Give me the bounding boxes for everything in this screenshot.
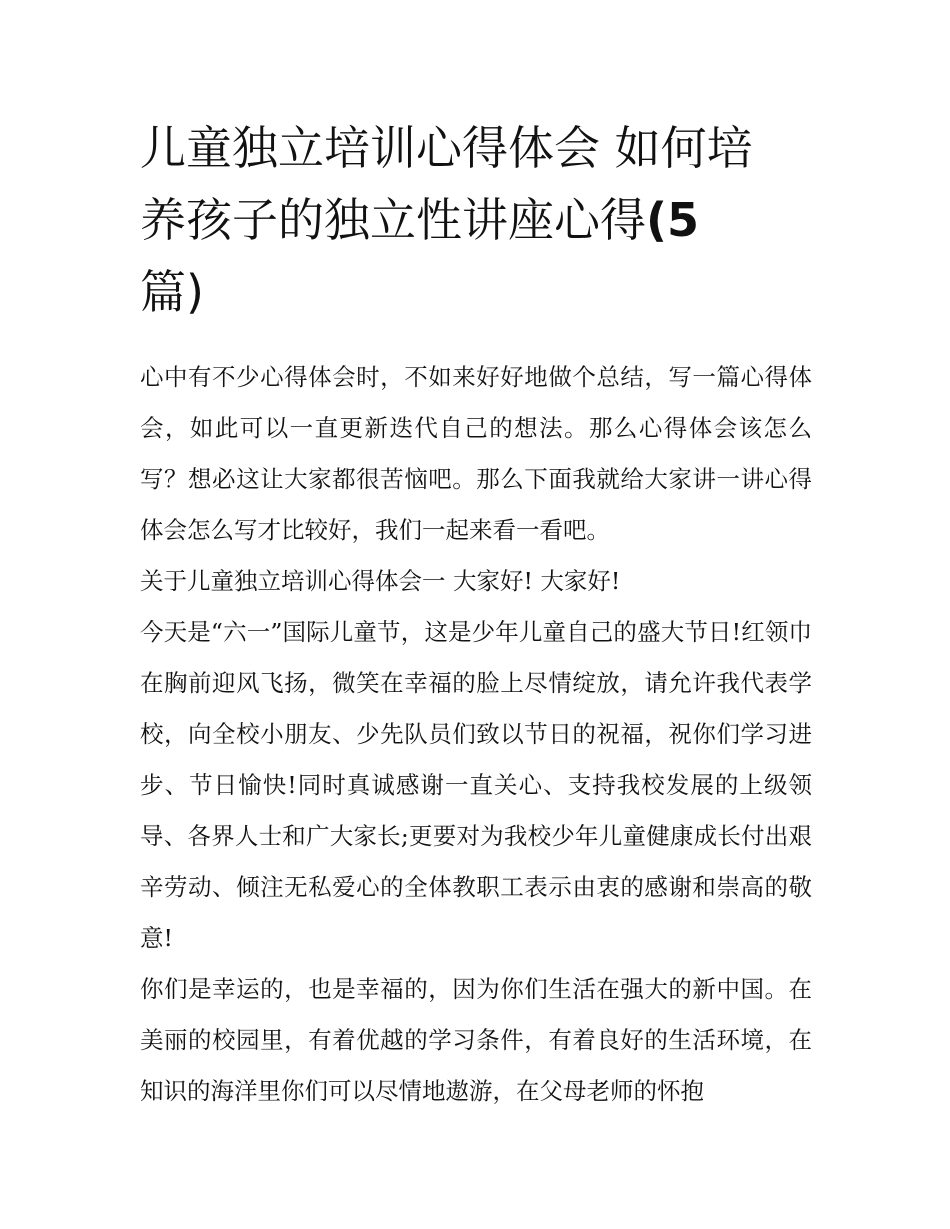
title-line-3: 篇)	[140, 265, 204, 319]
document-title	[140, 112, 812, 328]
title-line-1: 儿童独立培训心得体会 如何培	[140, 121, 753, 175]
title-line-2-number: (5	[646, 193, 700, 247]
section-heading-paragraph: 关于儿童独立培训心得体会一 大家好! 大家好!	[140, 567, 621, 595]
body-paragraph-2: 你们是幸运的，也是幸福的，因为你们生活在强大的新中国。在美丽的校园里，有着优越的学习条件，有着良好的生活环境，在知识的海洋里你们可以尽情地遨游，在父母老师的怀抱	[140, 975, 812, 1105]
title-line-2: 养孩子的独立性讲座心得	[140, 193, 646, 247]
document-body	[140, 352, 812, 1117]
body-paragraph-1: 今天是“六一”国际儿童节，这是少年儿童自己的盛大节日!红领巾在胸前迎风飞扬，微笑在幸福的脸上尽情绽放，请允许我代表学校，向全校小朋友、少先队员们致以节日的祝福，祝你们学习进步、节日愉快!同时真诚感谢一直关心、支持我校发展的上级领导、各界人士和广大家长;更要对为我校少年儿童健康成长付出艰辛劳动、倾注无私爱心的全体教职工表示由衷的感谢和崇高的敬意!	[140, 618, 812, 952]
document-page	[140, 112, 812, 1117]
intro-paragraph: 心中有不少心得体会时，不如来好好地做个总结，写一篇心得体会，如此可以一直更新迭代自己的想法。那么心得体会该怎么写？想必这让大家都很苦恼吧。那么下面我就给大家讲一讲心得体会怎么写才比较好，我们一起来看一看吧。	[140, 363, 812, 544]
